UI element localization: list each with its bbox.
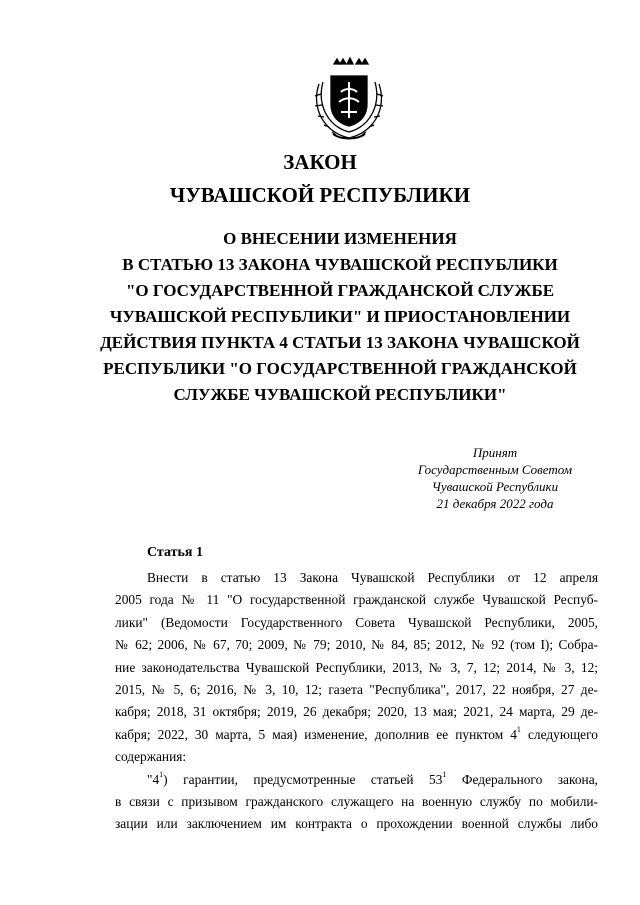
adoption-line: Государственным Советом <box>417 462 573 477</box>
adoption-line: Принят <box>472 445 518 460</box>
body-line-with-sup <box>115 724 598 746</box>
body-line: 2005 года № 11 "О государственной гражданской службе Чувашской Респуб- <box>115 592 598 608</box>
body-text: гарантии, предусмотренные статьей 53 <box>183 771 443 787</box>
title-line: ДЕЙСТВИЯ ПУНКТА 4 СТАТЬИ 13 ЗАКОНА ЧУВАШСКОЙ <box>100 333 580 352</box>
title-line: В СТАТЬЮ 13 ЗАКОНА ЧУВАШСКОЙ РЕСПУБЛИКИ <box>122 255 558 274</box>
title-line: СЛУЖБЕ ЧУВАШСКОЙ РЕСПУБЛИКИ" <box>173 385 507 404</box>
title-line: "О ГОСУДАРСТВЕННОЙ ГРАЖДАНСКОЙ СЛУЖБЕ <box>125 281 555 300</box>
superscript: 1 <box>159 770 164 780</box>
superscript: 1 <box>442 770 447 780</box>
republic-heading: ЧУВАШСКОЙ РЕСПУБЛИКИ <box>169 183 471 207</box>
article-body <box>115 567 598 836</box>
adoption-date: 21 декабря 2022 года <box>436 496 554 511</box>
body-text: кабря; 2022, 30 марта, 5 мая) изменение, дополнив ее пунктом 4 <box>115 726 517 742</box>
adoption-note <box>395 444 595 512</box>
law-title <box>80 226 600 408</box>
quote-close: ) <box>163 771 168 787</box>
body-line: зации или заключением им контракта о прохождении военной службы либо <box>115 816 598 832</box>
body-text: следующего <box>520 726 598 742</box>
body-line: кабря; 2018, 31 октября; 2019, 26 декабря; 2020, 13 мая; 2021, 24 марта, 29 де- <box>115 704 598 720</box>
body-line: Внести в статью 13 Закона Чувашской Республики от 12 апреля <box>147 570 598 585</box>
law-heading: ЗАКОН <box>283 150 357 174</box>
body-line: № 62; 2006, № 67, 70; 2009, № 79; 2010, № 84, 85; 2012, № 92 (том I); Собра- <box>115 637 598 653</box>
body-line: 2015, № 5, 6; 2016, № 3, 10, 12; газета "Республика", 2017, 22 ноября, 27 де- <box>115 681 598 697</box>
body-line: в связи с призывом гражданского служащего на военную службу по мобили- <box>115 793 598 809</box>
body-text: Федерального закона, <box>446 771 598 787</box>
title-line: РЕСПУБЛИКИ "О ГОСУДАРСТВЕННОЙ ГРАЖДАНСКОЙ <box>103 359 577 378</box>
adoption-line: Чувашской Республики <box>431 479 559 494</box>
title-line: О ВНЕСЕНИИ ИЗМЕНЕНИЯ <box>223 229 457 248</box>
body-line: лики" (Ведомости Государственного Совета Чувашской Республики, 2005, <box>115 614 598 630</box>
body-line: содержания: <box>115 749 187 765</box>
chuvash-emblem-icon <box>301 52 397 144</box>
superscript: 1 <box>516 725 521 735</box>
quote-open: "4 <box>147 771 160 787</box>
article-heading: Статья 1 <box>147 545 203 560</box>
body-line: ние законодательства Чувашской Республики, 2013, № 3, 7, 12; 2014, № 3, 12; <box>115 659 598 675</box>
title-line: ЧУВАШСКОЙ РЕСПУБЛИКИ" И ПРИОСТАНОВЛЕНИИ <box>109 307 571 326</box>
body-line-quote <box>115 769 598 791</box>
